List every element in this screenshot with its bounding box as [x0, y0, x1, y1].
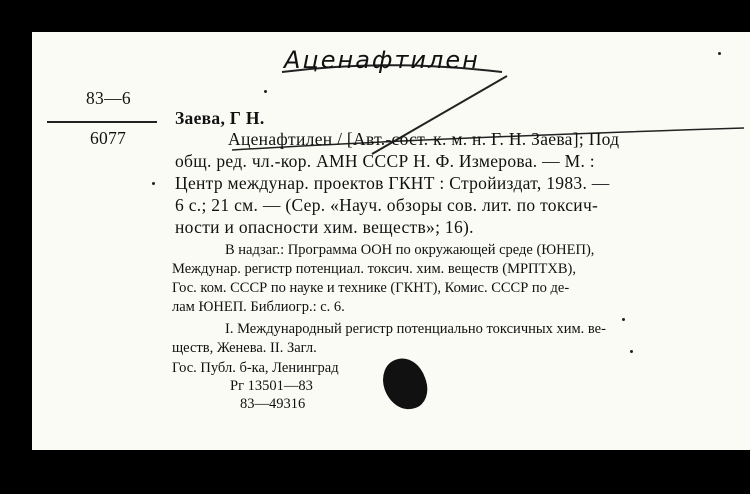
body-line-1: Аценафтилен / [Авт.-сост. к. м. н. Г. Н. Заева]; Под	[228, 129, 620, 149]
body-line-2: общ. ред. чл.-кор. АМН СССР Н. Ф. Измерова. — М. :	[175, 151, 595, 171]
speck	[264, 90, 267, 93]
handwritten-title: Аценафтилен	[284, 46, 480, 74]
notes-line-2: Междунар. регистр потенциал. токсич. хим. веществ (МРПТХВ),	[172, 261, 576, 277]
body-line-3: Центр междунар. проектов ГКНТ : Стройиздат, 1983. —	[175, 173, 610, 193]
call-number-top: 83—6	[86, 88, 131, 108]
notes-line-3: Гос. ком. СССР по науке и технике (ГКНТ), Комис. СССР по де-	[172, 280, 570, 296]
speck	[630, 350, 633, 353]
speck	[152, 182, 155, 185]
library-name: Гос. Публ. б-ка, Ленинград	[172, 360, 339, 376]
catalog-card	[32, 32, 750, 450]
author-heading: Заева, Г Н.	[175, 108, 265, 128]
body-line-5: ности и опасности хим. веществ»; 16).	[175, 217, 474, 237]
tracing-line-1: I. Международный регистр потенциально токсичных хим. ве-	[225, 321, 606, 337]
speck	[622, 318, 625, 321]
speck	[718, 52, 721, 55]
tracing-line-2: ществ, Женева. II. Загл.	[172, 340, 317, 356]
record-number-1: Рг 13501—83	[230, 378, 313, 394]
record-number-2: 83—49316	[240, 396, 306, 412]
body-line-4: 6 с.; 21 см. — (Сер. «Науч. обзоры сов. лит. по токсич-	[175, 195, 599, 215]
notes-line-1: В надзаг.: Программа ООН по окружающей среде (ЮНЕП),	[225, 242, 595, 258]
call-number-divider	[47, 121, 157, 123]
call-number-bottom: 6077	[90, 128, 127, 148]
notes-line-4: лам ЮНЕП. Библиогр.: с. 6.	[172, 299, 345, 315]
